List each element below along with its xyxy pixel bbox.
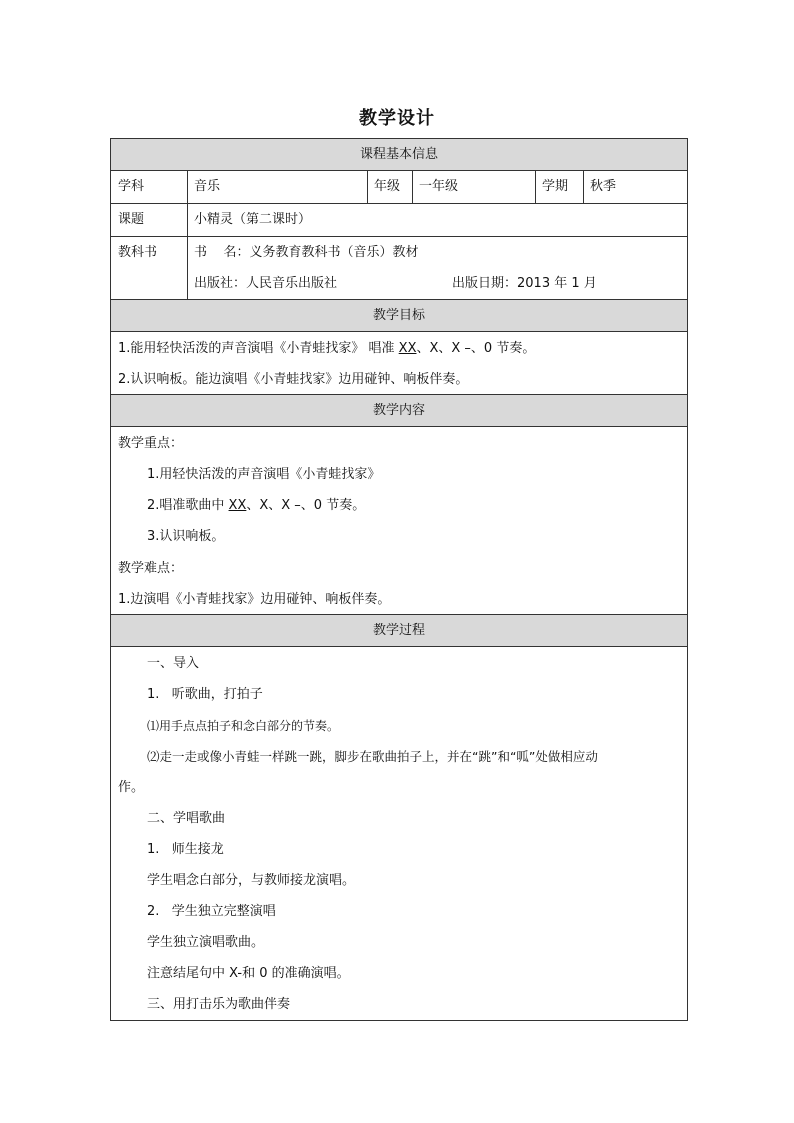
topic-value: 小精灵（第二课时） — [194, 212, 312, 227]
key-point-2-text: 2.唱准歌曲中 — [147, 498, 229, 513]
document-title: 教学设计 — [359, 108, 435, 129]
section-header-objectives: 教学目标 — [111, 299, 687, 332]
divider — [535, 171, 536, 203]
section-header-basic-info: 课程基本信息 — [111, 139, 687, 171]
divider — [367, 171, 368, 203]
process-step-intro: 一、导入 — [147, 656, 200, 671]
topic-label: 课题 — [118, 212, 145, 227]
process-step: 学生独立演唱歌曲。 — [147, 935, 265, 950]
grade-label: 年级 — [374, 179, 401, 194]
subject-label: 学科 — [118, 179, 145, 194]
divider — [187, 171, 188, 299]
divider — [412, 171, 413, 203]
row-divider — [111, 203, 687, 204]
key-point-2 — [147, 497, 365, 515]
term-value: 秋季 — [590, 179, 617, 194]
process-step-continued: 作。 — [118, 780, 145, 795]
term-label: 学期 — [542, 179, 569, 194]
subject-value: 音乐 — [194, 179, 221, 194]
objective-1-rest: 、X、X –、0 节奏。 — [416, 341, 536, 356]
textbook-name: 书 名：义务教育教科书（音乐）教材 — [194, 245, 419, 260]
difficulty-1: 1.边演唱《小青蛙找家》边用碰钟、响板伴奏。 — [118, 592, 391, 607]
process-step: 学生唱念白部分，与教师接龙演唱。 — [147, 873, 356, 888]
publisher: 出版社：人民音乐出版社 — [194, 276, 338, 291]
publication-date: 出版日期：2013 年 1 月 — [452, 276, 597, 291]
grade-value: 一年级 — [419, 179, 459, 194]
key-point-1: 1.用轻快活泼的声音演唱《小青蛙找家》 — [147, 467, 381, 482]
process-step: 2. 学生独立完整演唱 — [147, 904, 276, 919]
objective-2: 2.认识响板。能边演唱《小青蛙找家》边用碰钟、响板伴奏。 — [118, 372, 469, 387]
objective-1 — [118, 340, 535, 358]
key-point-2-underlined: XX — [228, 498, 247, 513]
section-header-process: 教学过程 — [111, 614, 687, 647]
difficulties-label: 教学难点： — [118, 561, 184, 576]
key-point-2-rest: 、X、X –、0 节奏。 — [246, 498, 366, 513]
key-points-label: 教学重点： — [118, 436, 184, 451]
process-step: 1. 师生接龙 — [147, 842, 224, 857]
lesson-plan-table — [110, 138, 688, 1021]
row-divider — [111, 236, 687, 237]
objective-1-text: 1.能用轻快活泼的声音演唱《小青蛙找家》 唱准 — [118, 341, 399, 356]
section-header-content: 教学内容 — [111, 394, 687, 427]
process-step-accompaniment: 三、用打击乐为歌曲伴奏 — [147, 997, 291, 1012]
process-step-learn-song: 二、学唱歌曲 — [147, 811, 226, 826]
key-point-3: 3.认识响板。 — [147, 529, 225, 544]
process-step: 1. 听歌曲，打拍子 — [147, 687, 263, 702]
divider — [583, 171, 584, 203]
process-step: ⑵走一走或像小青蛙一样跳一跳，脚步在歌曲拍子上，并在“跳”和“呱”处做相应动 — [147, 749, 598, 764]
textbook-label: 教科书 — [118, 245, 158, 260]
objective-1-underlined: XX — [398, 341, 417, 356]
process-step: ⑴用手点点拍子和念白部分的节奏。 — [147, 719, 340, 733]
process-step: 注意结尾句中 X-和 0 的准确演唱。 — [147, 966, 350, 981]
